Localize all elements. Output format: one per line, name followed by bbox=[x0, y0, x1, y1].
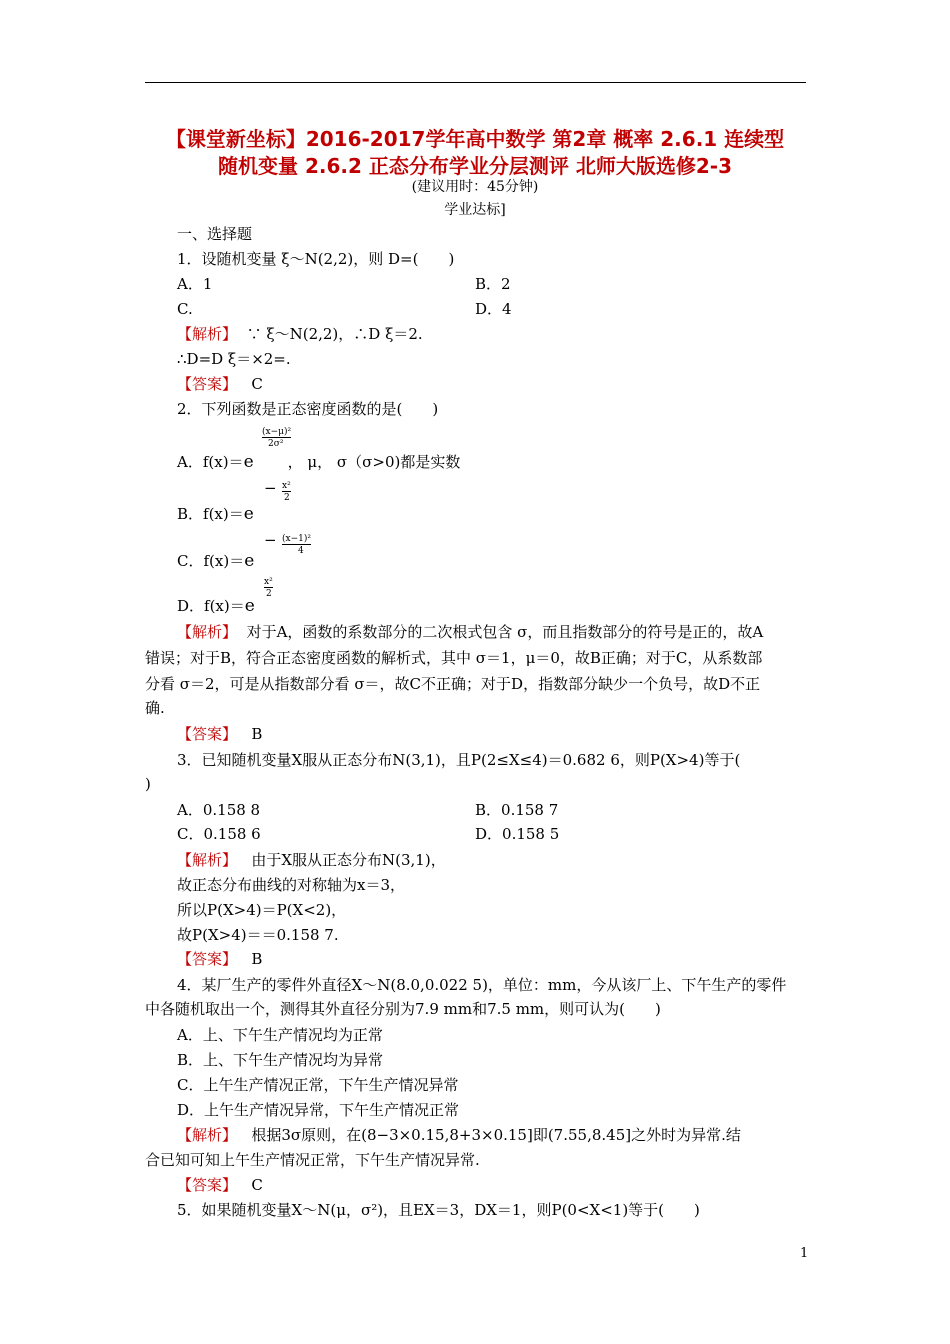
q4-option-c: C．上午生产情况正常，下午生产情况异常 bbox=[177, 1076, 459, 1094]
q2-option-a bbox=[177, 452, 460, 472]
q3-option-d: D．0.158 5 bbox=[475, 825, 560, 843]
q2-option-c bbox=[177, 551, 254, 571]
q1-option-a: A．1 bbox=[177, 275, 213, 293]
q3-analysis bbox=[177, 850, 446, 870]
answer-tag: 【答案】 bbox=[177, 375, 238, 393]
q2a-exponent-den: 2σ² bbox=[268, 439, 284, 449]
q2b-prefix: B．f(x)＝ bbox=[177, 505, 244, 523]
question-3-cont: ) bbox=[145, 775, 151, 793]
doc-title-line1: 【课堂新坐标】2016-2017学年高中数学 第2章 概率 2.6.1 连续型 bbox=[165, 127, 785, 151]
q2-answer bbox=[177, 724, 262, 744]
q2-option-b bbox=[177, 504, 254, 524]
q2-analysis-text1: 对于A，函数的系数部分的二次根式包含 σ，而且指数部分的符号是正的，故A bbox=[246, 623, 764, 641]
q2c-exponent-den: 4 bbox=[298, 546, 304, 556]
q4-analysis-text1: 根据3σ原则，在(8−3×0.15,8+3×0.15]即(7.55,8.45]之外时为异常.结 bbox=[251, 1126, 741, 1144]
suggested-time: (建议用时：45分钟) bbox=[411, 179, 539, 195]
q2a-suffix: ， μ， σ（σ>0)都是实数 bbox=[287, 453, 461, 471]
q2b-exponent-num: x² bbox=[282, 481, 291, 491]
q2d-exponent-num: x² bbox=[264, 577, 273, 587]
q3-analysis-line4: 故P(X>4)＝＝0.158 7. bbox=[177, 926, 339, 944]
q3-option-c: C．0.158 6 bbox=[177, 825, 261, 843]
question-4-cont: 中各随机取出一个，测得其外直径分别为7.9 mm和7.5 mm，则可认为( ) bbox=[145, 1000, 661, 1018]
question-2: 2．下列函数是正态密度函数的是( ) bbox=[177, 400, 439, 418]
q2d-e: e bbox=[244, 596, 255, 616]
q3-answer-value: B bbox=[251, 950, 263, 968]
q1-answer bbox=[177, 374, 263, 394]
q4-analysis bbox=[177, 1125, 741, 1145]
q2c-prefix: C．f(x)＝ bbox=[177, 552, 245, 570]
analysis-tag: 【解析】 bbox=[177, 623, 238, 641]
q3-analysis-line3: 所以P(X>4)＝P(X<2)， bbox=[177, 901, 347, 919]
q4-answer-value: C bbox=[251, 1176, 263, 1194]
question-4: 4．某厂生产的零件外直径X～N(8.0,0.022 5)，单位：mm，今从该厂上、下午生产的零件 bbox=[177, 976, 787, 994]
q1-option-c: C. bbox=[177, 300, 193, 318]
answer-tag: 【答案】 bbox=[177, 1176, 238, 1194]
q2-answer-value: B bbox=[251, 725, 263, 743]
analysis-tag: 【解析】 bbox=[177, 325, 238, 343]
q2b-e: e bbox=[243, 504, 254, 524]
part-heading: 一、选择题 bbox=[177, 225, 253, 243]
q3-analysis-line2: 故正态分布曲线的对称轴为x＝3， bbox=[177, 876, 406, 894]
header-rule bbox=[145, 82, 806, 83]
q1-answer-value: C bbox=[251, 375, 263, 393]
q3-analysis-text1: 由于X服从正态分布N(3,1)， bbox=[251, 851, 446, 869]
q3-option-b: B．0.158 7 bbox=[475, 801, 559, 819]
answer-tag: 【答案】 bbox=[177, 725, 238, 743]
q2-option-d bbox=[177, 596, 255, 616]
q2-analysis-line2: 错误；对于B，符合正态密度函数的解析式，其中 σ＝1，μ＝0，故B正确；对于C，从系数部 bbox=[145, 649, 763, 667]
question-3: 3．已知随机变量X服从正态分布N(3,1)，且P(2≤X≤4)＝0.682 6，则P(X>4)等于( bbox=[177, 751, 741, 769]
q1-option-b: B．2 bbox=[475, 275, 511, 293]
q4-analysis-line2: 合已知可知上午生产情况正常，下午生产情况异常. bbox=[145, 1151, 480, 1169]
q2-analysis-line4: 确. bbox=[145, 699, 165, 717]
answer-tag: 【答案】 bbox=[177, 950, 238, 968]
q2c-exponent-num: (x−1)² bbox=[282, 534, 311, 544]
q4-option-d: D．上午生产情况异常，下午生产情况正常 bbox=[177, 1101, 460, 1119]
analysis-tag: 【解析】 bbox=[177, 851, 238, 869]
analysis-tag: 【解析】 bbox=[177, 1126, 238, 1144]
question-5: 5．如果随机变量X～N(μ，σ²)，且EX＝3，DX＝1，则P(0<X<1)等于( ) bbox=[177, 1201, 700, 1219]
q4-answer bbox=[177, 1175, 263, 1195]
q2a-e: e bbox=[243, 452, 254, 472]
q3-answer bbox=[177, 949, 262, 969]
question-1: 1．设随机变量 ξ～N(2,2)，则 D=( ) bbox=[177, 250, 455, 268]
section-heading: 学业达标] bbox=[444, 202, 506, 218]
page-number: 1 bbox=[800, 1246, 809, 1261]
q2a-prefix: A．f(x)＝ bbox=[177, 453, 244, 471]
q2a-exponent-num: (x−μ)² bbox=[262, 427, 292, 437]
q2d-prefix: D．f(x)＝ bbox=[177, 597, 245, 615]
q3-option-a: A．0.158 8 bbox=[177, 801, 261, 819]
q4-option-b: B．上、下午生产情况均为异常 bbox=[177, 1051, 384, 1069]
q4-option-a: A．上、下午生产情况均为正常 bbox=[177, 1026, 383, 1044]
q2b-exponent-den: 2 bbox=[284, 493, 290, 503]
q2-analysis-line3: 分看 σ＝2，可是从指数部分看 σ＝，故C不正确；对于D，指数部分缺少一个负号，故D不正 bbox=[145, 675, 761, 693]
q1-analysis-text: ∵ ξ～N(2,2)，∴D ξ＝2. bbox=[246, 325, 423, 343]
q2d-exponent-den: 2 bbox=[266, 589, 272, 599]
doc-title-line2: 随机变量 2.6.2 正态分布学业分层测评 北师大版选修2-3 bbox=[218, 154, 732, 178]
q1-option-d: D．4 bbox=[475, 300, 512, 318]
q1-analysis-line2: ∴D=D ξ＝×2=. bbox=[177, 350, 291, 368]
q2-analysis bbox=[177, 622, 763, 642]
q2c-e: e bbox=[244, 551, 255, 571]
q2b-minus: − bbox=[264, 479, 277, 497]
q2c-minus: − bbox=[264, 531, 277, 549]
q1-analysis bbox=[177, 324, 423, 344]
